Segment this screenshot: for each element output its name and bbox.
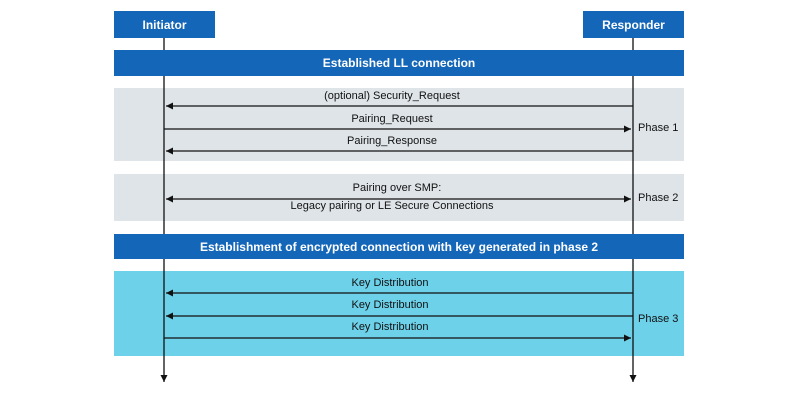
message-label-pairing-request: Pairing_Request bbox=[351, 113, 433, 125]
message-label-security-request: (optional) Security_Request bbox=[324, 90, 460, 102]
ll-connection-banner: Established LL connection bbox=[114, 50, 684, 76]
responder-header: Responder bbox=[583, 11, 684, 38]
phase2-label: Phase 2 bbox=[638, 192, 679, 204]
message-label-key-distribution-2: Key Distribution bbox=[351, 299, 429, 311]
message-label-pairing-response: Pairing_Response bbox=[347, 135, 437, 147]
phase1-label: Phase 1 bbox=[638, 122, 679, 134]
message-label-pairing-over-smp: Pairing over SMP: bbox=[352, 182, 442, 194]
initiator-header: Initiator bbox=[114, 11, 215, 38]
message-label-key-distribution-1: Key Distribution bbox=[351, 277, 429, 289]
phase3-label: Phase 3 bbox=[638, 313, 679, 325]
message-label-key-distribution-3: Key Distribution bbox=[351, 321, 429, 333]
message-label-pairing-methods: Legacy pairing or LE Secure Connections bbox=[290, 200, 494, 212]
encrypted-connection-banner: Establishment of encrypted connection with key generated in phase 2 bbox=[114, 234, 684, 259]
